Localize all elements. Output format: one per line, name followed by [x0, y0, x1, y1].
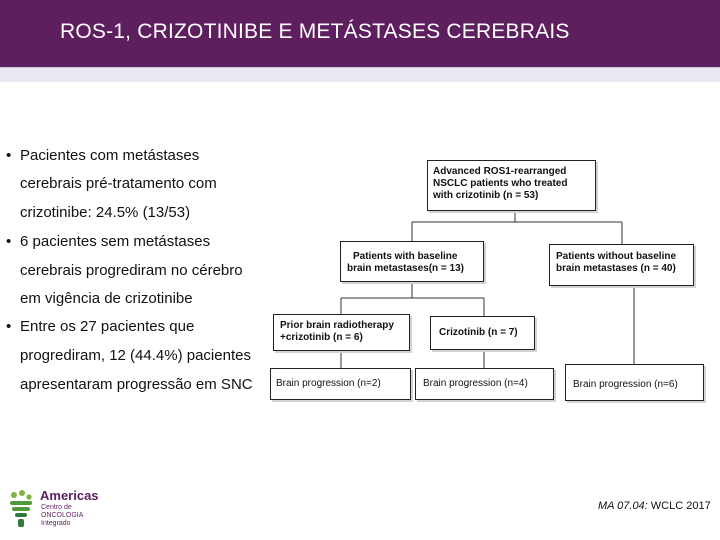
brain-progression-rt-box — [270, 368, 411, 400]
slide-title: ROS-1, CRIZOTINIBE E METÁSTASES CEREBRAIS — [60, 20, 570, 43]
box-text: NSCLC patients who treated — [433, 178, 568, 189]
brain-progression-without-box — [565, 364, 704, 401]
bullet-dot: • — [6, 147, 12, 164]
prior-radiotherapy-box — [273, 314, 410, 351]
box-text: brain metastases (n = 40) — [556, 263, 676, 274]
box-text: Prior brain radiotherapy — [280, 320, 394, 331]
logo-icon — [4, 488, 38, 534]
box-text: with crizotinib (n = 53) — [433, 190, 539, 201]
box-text: Brain progression (n=2) — [276, 378, 381, 389]
box-text: +crizotinib (n = 6) — [280, 332, 363, 343]
logo-line-4: Integrado — [41, 520, 71, 527]
crizotinib-box — [430, 316, 535, 350]
citation — [598, 500, 711, 512]
box-text: brain metastases(n = 13) — [347, 263, 464, 274]
bullet-1-line-1: Pacientes com metástases — [20, 147, 200, 164]
bullet-2-line-1: 6 pacientes sem metástases — [20, 233, 211, 250]
brain-progression-crizotinib-box — [415, 368, 554, 400]
box-text: Brain progression (n=6) — [573, 379, 678, 390]
box-text: Patients without baseline — [556, 251, 677, 262]
box-text: Brain progression (n=4) — [423, 378, 528, 389]
bullet-1-line-3: crizotinibe: 24.5% (13/53) — [20, 204, 191, 221]
bullet-1-line-2: cerebrais pré-tratamento com — [20, 175, 217, 192]
logo-brand: Americas — [40, 488, 99, 503]
bullet-3-line-2: progrediram, 12 (44.4%) pacientes — [20, 347, 251, 364]
bullet-3-line-3: apresentaram progressão em SNC — [20, 376, 253, 393]
without-brain-mets-box — [549, 244, 694, 286]
root-cohort-box — [427, 160, 596, 211]
bullet-dot: • — [6, 318, 12, 335]
logo-line-3: ONCOLOGIA — [41, 512, 84, 519]
bullet-2-line-3: em vigência de crizotinibe — [20, 290, 193, 307]
americas-oncologia-logo — [4, 486, 99, 534]
citation-event: WCLC 2017 — [647, 500, 711, 512]
box-text: Advanced ROS1-rearranged — [433, 166, 567, 177]
bullet-3-line-1: Entre os 27 pacientes que — [20, 318, 195, 335]
citation-ref: MA 07.04: — [598, 500, 648, 512]
logo-line-2: Centro de — [41, 504, 72, 511]
with-brain-mets-box — [340, 241, 484, 282]
bullet-2-line-2: cerebrais progrediram no cérebro — [20, 262, 243, 279]
bullet-dot: • — [6, 233, 12, 250]
box-text: Patients with baseline — [353, 251, 458, 262]
box-text: Crizotinib (n = 7) — [439, 327, 518, 338]
